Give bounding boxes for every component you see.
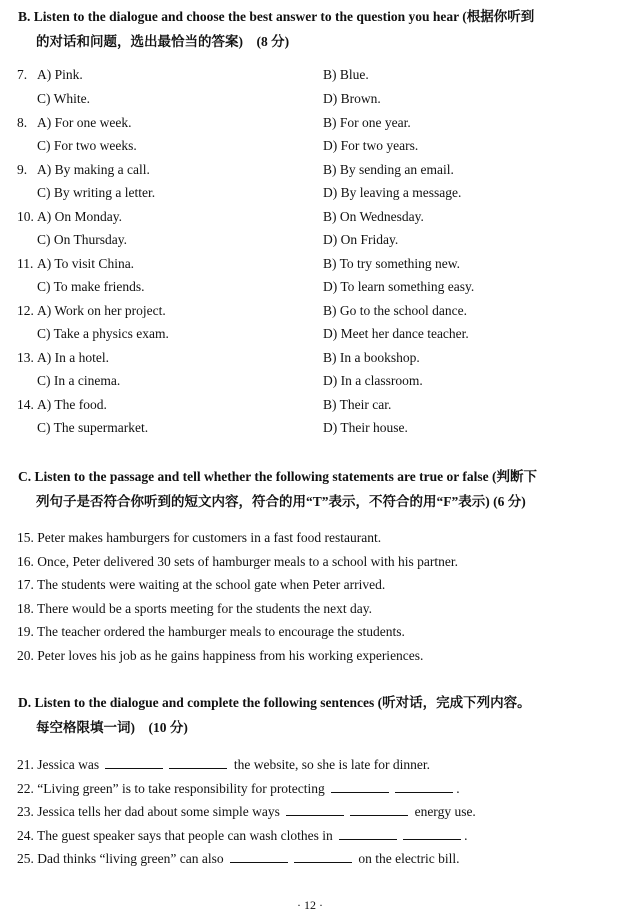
option-c: C) On Thursday. bbox=[37, 232, 127, 247]
option-a: A) By making a call. bbox=[37, 162, 150, 177]
fill-in-sentence bbox=[17, 777, 460, 800]
question-row bbox=[0, 299, 620, 322]
option-b: B) Go to the school dance. bbox=[323, 303, 467, 318]
option-b: B) Their car. bbox=[323, 397, 392, 412]
option-d: D) In a classroom. bbox=[323, 373, 423, 388]
statement: 19. The teacher ordered the hamburger meals to encourage the students. bbox=[17, 624, 405, 639]
option-a: A) Work on her project. bbox=[37, 303, 166, 318]
sentence-end: . bbox=[456, 781, 460, 796]
option-a: A) To visit China. bbox=[37, 256, 135, 271]
question-row bbox=[0, 369, 620, 392]
sentence-end: the website, so she is late for dinner. bbox=[233, 757, 430, 772]
section-d-title-line2: 每空格限填一词) (10 分) bbox=[36, 720, 188, 735]
question-number: 10. bbox=[17, 209, 34, 224]
question-row bbox=[0, 181, 620, 204]
option-b: B) On Wednesday. bbox=[323, 209, 424, 224]
question-row bbox=[0, 322, 620, 345]
question-row bbox=[0, 111, 620, 134]
option-d: D) Meet her dance teacher. bbox=[323, 326, 469, 341]
question-row bbox=[0, 346, 620, 369]
question-row bbox=[0, 205, 620, 228]
section-b-title-line1: B. Listen to the dialogue and choose the best answer to the question you hear (根据你听到 bbox=[18, 9, 535, 24]
sentence-end: energy use. bbox=[414, 804, 476, 819]
option-b: B) For one year. bbox=[323, 115, 411, 130]
option-c: C) White. bbox=[37, 91, 90, 106]
statement: 15. Peter makes hamburgers for customers in a fast food restaurant. bbox=[17, 530, 382, 545]
sentence-start: 21. Jessica was bbox=[17, 757, 100, 772]
question-row bbox=[0, 87, 620, 110]
answer-blank[interactable] bbox=[230, 849, 288, 863]
option-a: A) For one week. bbox=[37, 115, 132, 130]
option-b: B) By sending an email. bbox=[323, 162, 454, 177]
option-d: D) Their house. bbox=[323, 420, 408, 435]
sentence-start: 25. Dad thinks “living green” can also bbox=[17, 851, 224, 866]
option-c: C) For two weeks. bbox=[37, 138, 137, 153]
question-number: 12. bbox=[17, 303, 34, 318]
option-c: C) By writing a letter. bbox=[37, 185, 156, 200]
option-d: D) To learn something easy. bbox=[323, 279, 475, 294]
sentence-start: 22. “Living green” is to take responsibility for protecting bbox=[17, 781, 325, 796]
question-row bbox=[0, 416, 620, 439]
question-number: 13. bbox=[17, 350, 34, 365]
option-c: C) In a cinema. bbox=[37, 373, 121, 388]
question-row bbox=[0, 158, 620, 181]
option-b: B) To try something new. bbox=[323, 256, 461, 271]
option-c: C) To make friends. bbox=[37, 279, 145, 294]
page-number: · 12 · bbox=[297, 898, 323, 912]
statement: 17. The students were waiting at the school gate when Peter arrived. bbox=[17, 577, 386, 592]
option-d: D) For two years. bbox=[323, 138, 419, 153]
question-number: 9. bbox=[17, 162, 28, 177]
option-a: A) On Monday. bbox=[37, 209, 122, 224]
question-number: 11. bbox=[17, 256, 34, 271]
section-c-title-line2: 列句子是否符合你听到的短文内容，符合的用“T”表示，不符合的用“F”表示) (6 分) bbox=[36, 494, 526, 509]
option-d: D) Brown. bbox=[323, 91, 381, 106]
answer-blank[interactable] bbox=[395, 779, 453, 793]
fill-in-sentence bbox=[17, 824, 468, 847]
option-d: D) On Friday. bbox=[323, 232, 399, 247]
question-row bbox=[0, 393, 620, 416]
option-a: A) In a hotel. bbox=[37, 350, 109, 365]
fill-in-sentence bbox=[17, 753, 430, 776]
section-c-heading bbox=[18, 464, 614, 514]
answer-blank[interactable] bbox=[294, 849, 352, 863]
option-a: A) Pink. bbox=[37, 67, 83, 82]
section-d-title-line1: D. Listen to the dialogue and complete the following sentences (听对话，完成下列内容。 bbox=[18, 695, 531, 710]
statement: 16. Once, Peter delivered 30 sets of hamburger meals to a school with his partner. bbox=[17, 554, 459, 569]
fill-in-sentence bbox=[17, 847, 460, 870]
answer-blank[interactable] bbox=[105, 755, 163, 769]
answer-blank[interactable] bbox=[339, 826, 397, 840]
sentence-start: 23. Jessica tells her dad about some simple ways bbox=[17, 804, 280, 819]
section-c-title-line1: C. Listen to the passage and tell whether the following statements are true or false (判断下 bbox=[18, 469, 537, 484]
option-b: B) In a bookshop. bbox=[323, 350, 420, 365]
answer-blank[interactable] bbox=[169, 755, 227, 769]
question-number: 14. bbox=[17, 397, 34, 412]
answer-blank[interactable] bbox=[286, 802, 344, 816]
option-d: D) By leaving a message. bbox=[323, 185, 462, 200]
question-number: 8. bbox=[17, 115, 28, 130]
question-row bbox=[0, 134, 620, 157]
question-row bbox=[0, 252, 620, 275]
option-c: C) Take a physics exam. bbox=[37, 326, 169, 341]
section-b-title-line2: 的对话和问题，选出最恰当的答案) (8 分) bbox=[36, 34, 290, 49]
statement: 20. Peter loves his job as he gains happiness from his working experiences. bbox=[17, 648, 424, 663]
option-c: C) The supermarket. bbox=[37, 420, 149, 435]
answer-blank[interactable] bbox=[331, 779, 389, 793]
sentence-end: on the electric bill. bbox=[358, 851, 460, 866]
sentence-start: 24. The guest speaker says that people can wash clothes in bbox=[17, 828, 333, 843]
question-row bbox=[0, 63, 620, 86]
question-row bbox=[0, 228, 620, 251]
answer-blank[interactable] bbox=[350, 802, 408, 816]
fill-in-sentence bbox=[17, 800, 476, 823]
sentence-end: . bbox=[464, 828, 468, 843]
statement: 18. There would be a sports meeting for the students the next day. bbox=[17, 601, 373, 616]
option-b: B) Blue. bbox=[323, 67, 369, 82]
option-a: A) The food. bbox=[37, 397, 107, 412]
answer-blank[interactable] bbox=[403, 826, 461, 840]
section-d-heading bbox=[18, 690, 614, 740]
question-row bbox=[0, 275, 620, 298]
question-number: 7. bbox=[17, 67, 28, 82]
section-b-heading bbox=[18, 4, 614, 54]
